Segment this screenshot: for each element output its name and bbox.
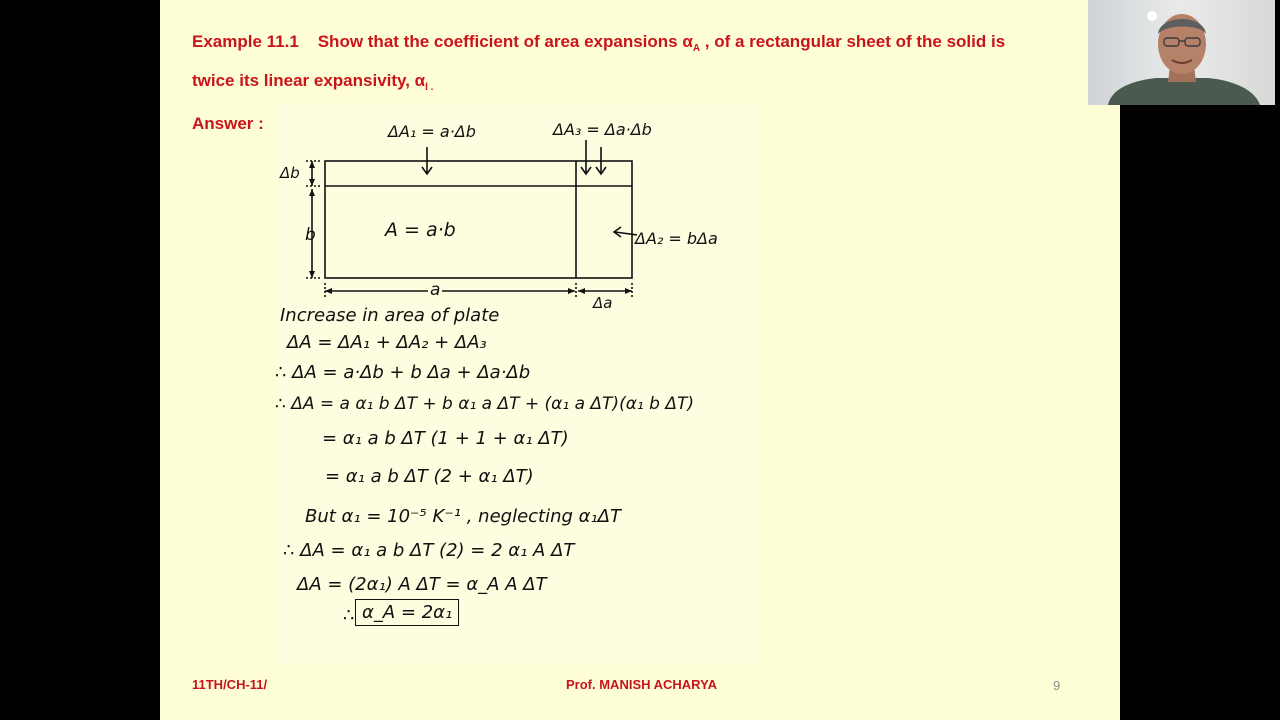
derivation-line-9: ΔA = (2α₁) A ΔT = α_A A ΔT (297, 574, 547, 595)
side-delta-a-label: Δa (593, 294, 613, 312)
page-number: 9 (1053, 678, 1061, 693)
derivation-line-1: Increase in area of plate (280, 305, 500, 326)
area-formula: A = a·b (385, 219, 456, 241)
rectangle-expansion-diagram (275, 105, 755, 305)
example-question-line-2: twice its linear expansivity, α (192, 71, 426, 90)
webcam-overlay (1088, 0, 1275, 105)
delta-a3-label: ΔA₃ = Δa·Δb (553, 120, 652, 139)
answer-label: Answer : (192, 114, 264, 133)
therefore-symbol: ∴ (343, 605, 355, 626)
derivation-line-3: ∴ ΔA = a·Δb + b Δa + Δa·Δb (275, 362, 531, 383)
derivation-line-5: = α₁ a b ΔT (1 + 1 + α₁ ΔT) (322, 428, 569, 449)
side-delta-b-label: Δb (280, 164, 300, 182)
footer-author: Prof. MANISH ACHARYA (566, 677, 717, 692)
final-result-box: α_A = 2α₁ (355, 599, 459, 626)
footer-chapter: 11TH/CH-11/ (192, 677, 268, 692)
derivation-line-2: ΔA = ΔA₁ + ΔA₂ + ΔA₃ (287, 332, 487, 353)
example-title-line-1 (192, 32, 1005, 52)
derivation-line-6: = α₁ a b ΔT (2 + α₁ ΔT) (325, 466, 534, 487)
alpha-a-subscript: A (692, 43, 701, 54)
side-b-label: b (305, 225, 316, 245)
delta-a1-label: ΔA₁ = a·Δb (388, 122, 476, 141)
derivation-line-8: ∴ ΔA = α₁ a b ΔT (2) = 2 α₁ A ΔT (283, 540, 575, 561)
delta-a2-label: ΔA₂ = bΔa (635, 229, 718, 248)
derivation-line-4: ∴ ΔA = a α₁ b ΔT + b α₁ a ΔT + (α₁ a ΔT)(α₁ b ΔT) (275, 394, 694, 414)
example-question-end: , of a rectangular sheet of the solid is (700, 32, 1006, 51)
slide (160, 0, 1120, 720)
example-title-line-2 (192, 71, 433, 91)
example-question-start: Show that the coefficient of area expansions α (317, 32, 693, 51)
side-a-label: a (430, 280, 441, 300)
derivation-line-7: But α₁ = 10⁻⁵ K⁻¹ , neglecting α₁ΔT (305, 506, 622, 527)
alpha-l-subscript: l . (425, 82, 434, 93)
presenter-video-icon (1088, 0, 1275, 105)
example-label: Example 11.1 (192, 32, 299, 51)
handwritten-answer (275, 105, 755, 665)
